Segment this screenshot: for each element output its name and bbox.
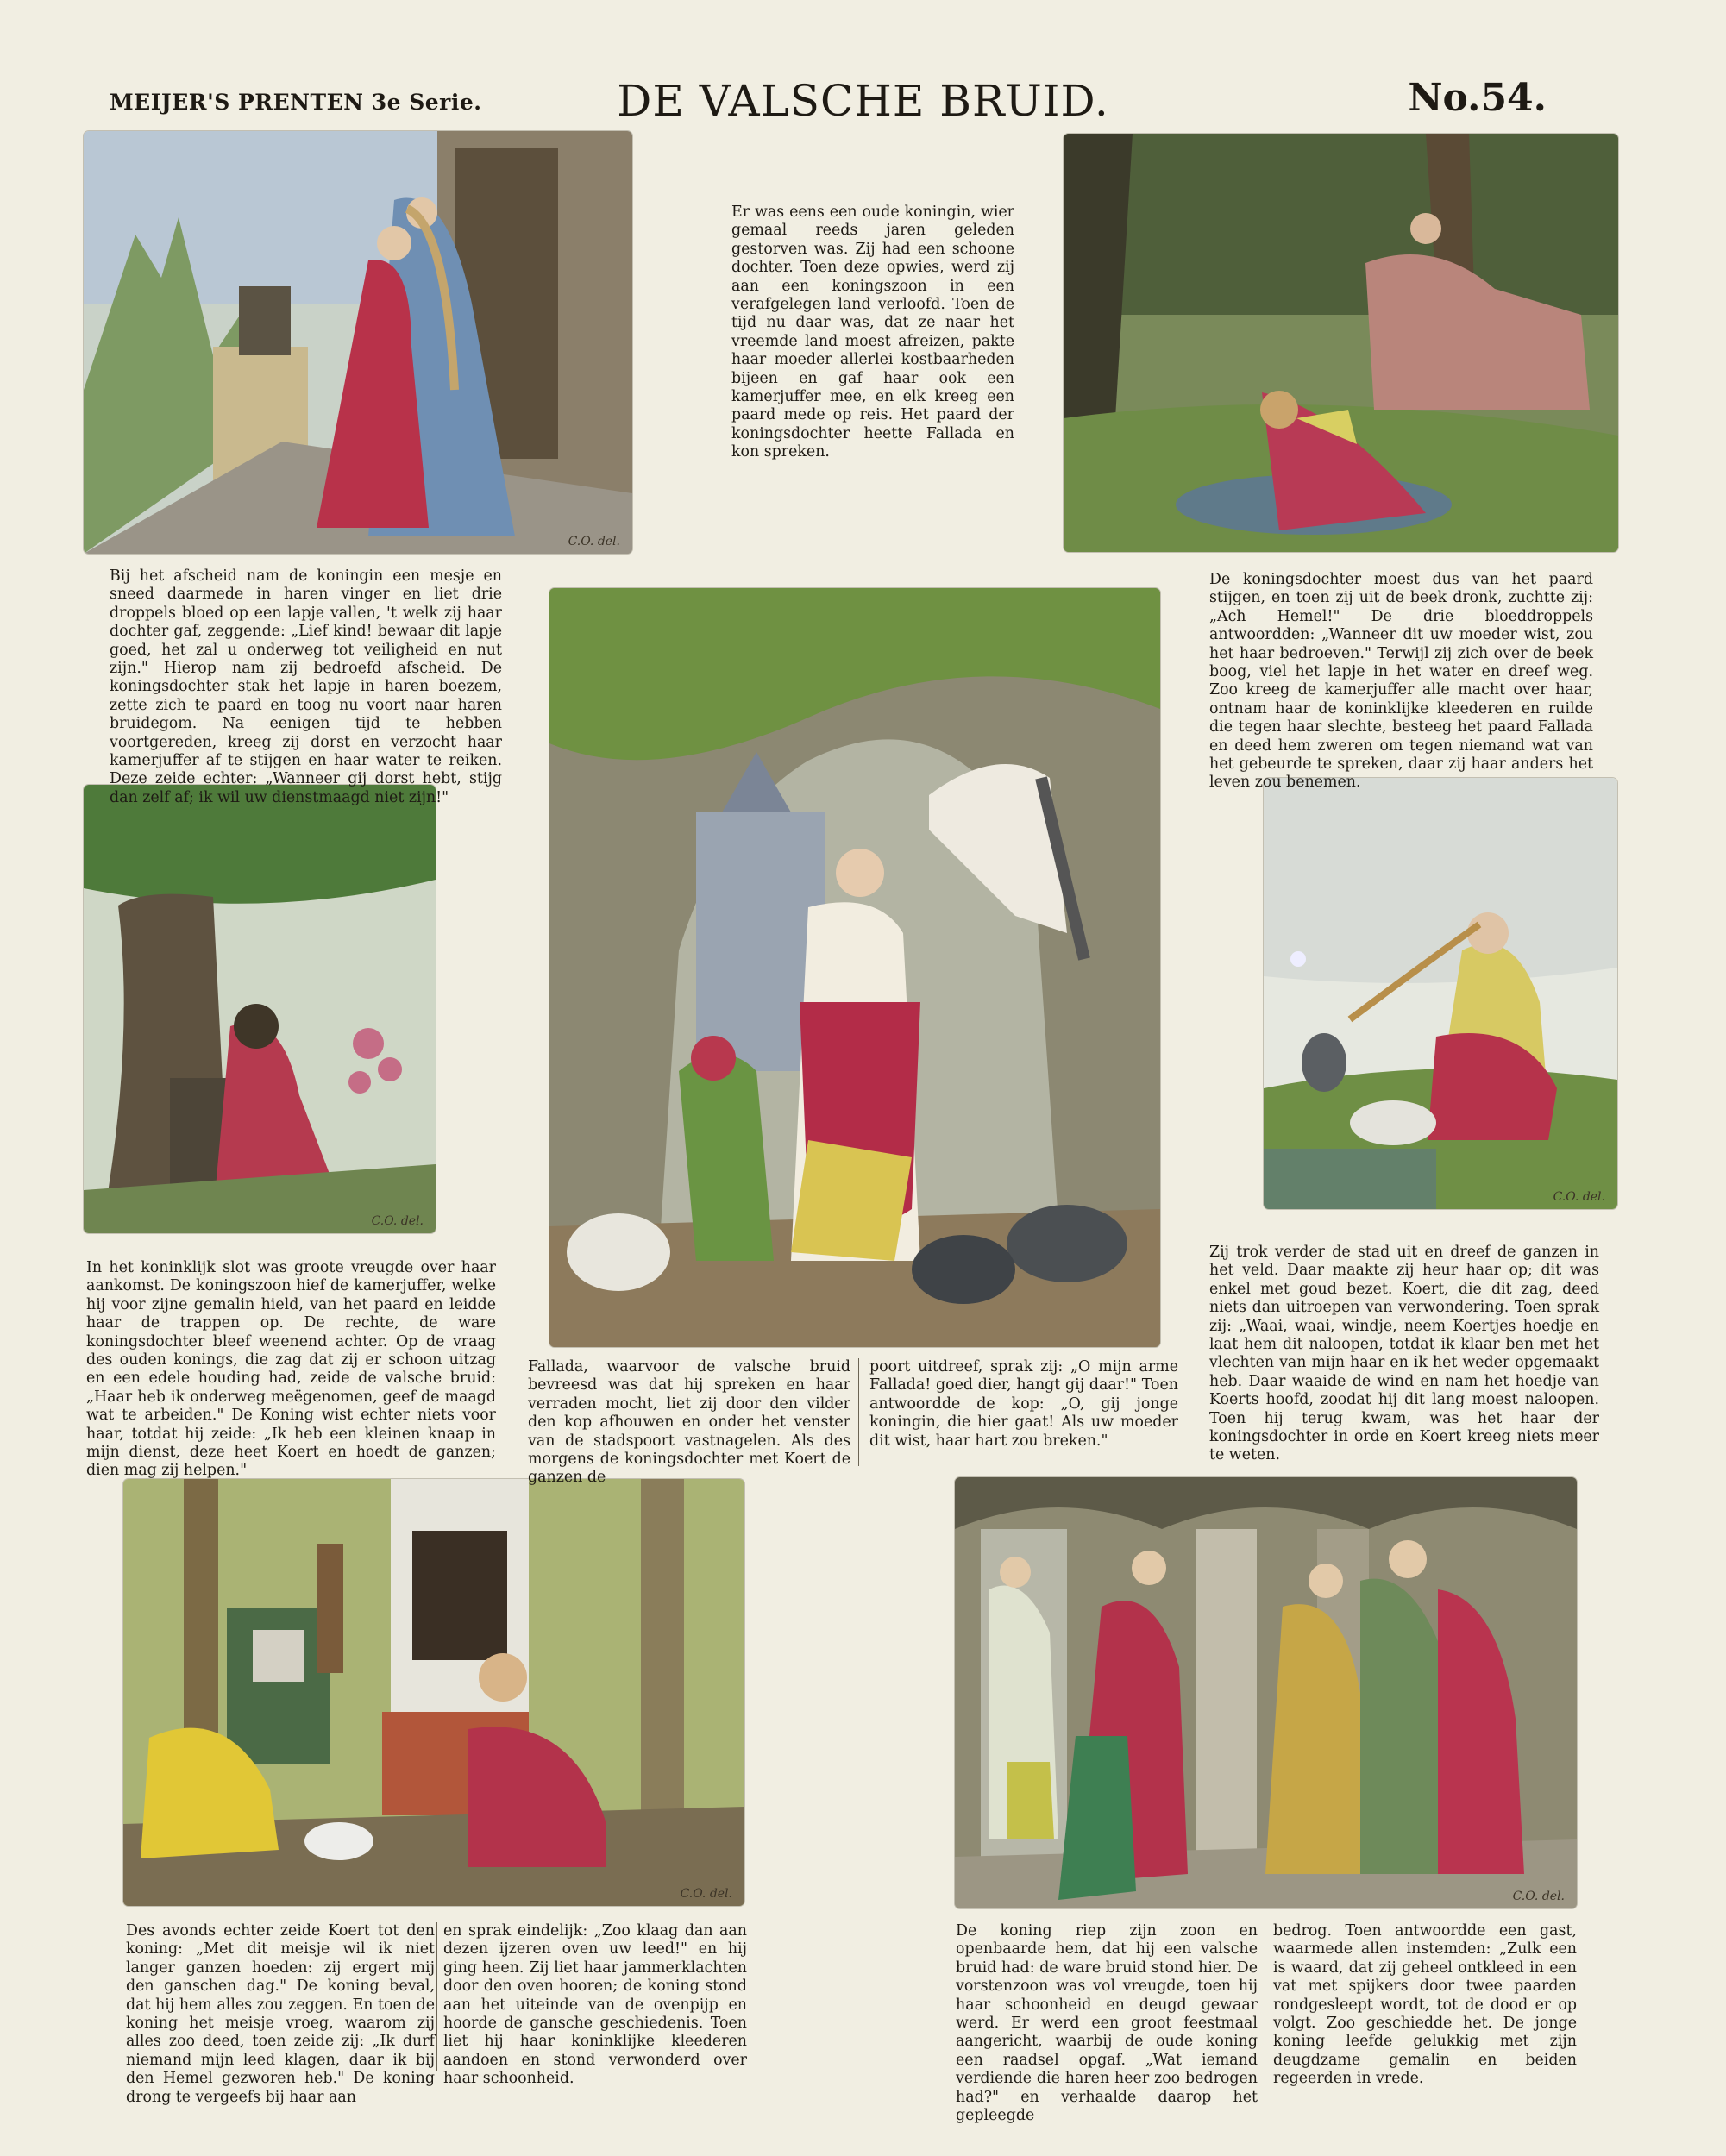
illustration-brook [1064, 134, 1618, 552]
illustration-signature: C.O. del. [568, 535, 620, 548]
illustration-signature: C.O. del. [371, 1214, 424, 1228]
series-label: MEIJER'S PRENTEN 3e Serie. [110, 90, 482, 115]
illustration-tree [84, 785, 436, 1233]
story-brook: De koningsdochter moest dus van het paard stijgen, en toen zij uit de beek dronk, zuchtte zij: „Ach Hemel!" De drie bloeddroppels antwoordden: „Wanneer dit uw moeder wist, zou het haar bedroeven." Terwijl zij zich over de beek boog, viel het lapje in het water en dreef weg. Zoo kreeg de kamerjuffer alle macht over haar, ontnam haar de koninklijke kleederen en ruilde die tegen haar slechte, besteeg het paard Fallada en deed hem zweren om tegen niemand wat van het gebeurde te spreken, daar zij haar anders het leven zou benemen. [1209, 571, 1593, 792]
story-evening-col1: Des avonds echter zeide Koert tot den koning: „Met dit meisje wil ik niet langer ganzen hoeden: zij ergert mij den ganschen dag." De koning beval, dat hij hem alles zou zeggen. En toen de koning het meisje vroeg, waarom zij alles zoo deed, toen zeide zij: „Ik durf niemand mijn leed klagen, daar ik bij den Hemel gezworen heb." De koning drong te vergeefs bij haar aan [126, 1922, 435, 2106]
illustration-signature: C.O. del. [1512, 1890, 1565, 1903]
illustration-stove [123, 1479, 744, 1906]
story-castle: In het koninklijk slot was groote vreugde over haar aankomst. De koningszoon hief de kamerjuffer, welke hij voor zijne gemalin hield, van het paard en leidde haar de trappen op. De rechte, de ware koningsdochter bleef weenend achter. Op de vraag des ouden konings, die zag dat zij er schoon uitzag en een edele houding had, zeide de valsche bruid: „Haar heb ik onderweg meëgenomen, geef de maagd wat te arbeiden." De Koning wist echter niets voor haar, totdat hij zeide: „Ik heb een kleinen knaap in mijn dienst, deze heet Koert en hoedt de ganzen; dien mag zij helpen." [86, 1259, 496, 1480]
illustration-signature: C.O. del. [1553, 1190, 1605, 1204]
story-fallada-col2: poort uitdreef, sprak zij: „O mijn arme Fallada! goed dier, hangt gij daar!" Toen antwoordde de kop: „O, gij jonge koningin, die hier gaat! Als uw moeder dit wist, haar hart zou breken." [869, 1358, 1178, 1450]
illustration-signature: C.O. del. [680, 1887, 732, 1901]
story-end-col2: bedrog. Toen antwoordde een gast, waarmede allen instemden: „Zulk een is waard, dat zij geheel ontkleed in een vat met spijkers door twee paarden rondgesleept wordt, tot de dood er op volgt. Zoo geschiedde het. De jonge koning leefde gelukkig met zijn deugdzame gemalin en beiden regeerden in vrede. [1273, 1922, 1577, 2088]
story-fallada-col1: Fallada, waarvoor de valsche bruid bevreesd was dat hij spreken en haar verraden mocht, liet zij door den vilder den kop afhouwen en onder het venster van de stadspoort vastnagelen. Als des morgens de koningsdochter met Koert de ganzen de [528, 1358, 850, 1487]
illustration-geese [1264, 778, 1617, 1209]
story-end-col1: De koning riep zijn zoon en openbaarde hem, dat hij een valsche bruid had: de ware bruid stond hier. De vorstenzoon was vol vreugde, toen hij haar schoonheid en deugd gewaar werd. Er werd een groot feestmaal aangericht, waarbij de oude koning een raadsel opgaf. „Wat iemand verdiende die haren heer zoo bedrogen had?" en verhaalde daarop het gepleegde [956, 1922, 1258, 2125]
print-number: No.54. [1408, 76, 1547, 120]
story-farewell: Bij het afscheid nam de koningin een mesje en sneed daarmede in haren vinger en liet drie droppels bloed op een lapje vallen, 't welk zij haar dochter gaf, zeggende: „Lief kind! bewaar dit lapje goed, het zal u onderweg tot veiligheid en nut zijn." Hierop nam zij bedroefd afscheid. De koningsdochter stak het lapje in haren boezem, zette zich te paard en toog nu voort naar haren bruidegom. Na eenigen tijd te hebben voortgereden, kreeg zij dorst en verzocht haar kamerjuffer af te stijgen en haar water te reiken. Deze zeide echter: „Wanneer gij dorst hebt, stijg dan zelf af; ik wil uw dienstmaagd niet zijn!" [110, 567, 502, 806]
illustration-farewell [84, 131, 632, 554]
column-divider [436, 1922, 437, 2071]
story-intro: Er was eens een oude koningin, wier gemaal reeds jaren geleden gestorven was. Zij had een schoone dochter. Toen deze opwies, werd zij aan een koningszoon in een verafgelegen land verloofd. Toen de tijd nu daar was, dat ze naar het vreemde land moest afreizen, pakte haar moeder allerlei kostbaarheden bijeen en gaf haar ook een kamerjuffer mee, en elk kreeg een paard mede op reis. Het paard der koningsdochter heette Fallada en kon spreken. [731, 204, 1014, 461]
illustration-court [955, 1477, 1577, 1908]
column-divider [858, 1358, 859, 1466]
illustration-gate [549, 588, 1160, 1347]
story-evening-col2: en sprak eindelijk: „Zoo klaag dan aan dezen ijzeren oven uw leed!" en hij ging heen. Zij liet haar jammerklachten door den oven hooren; de koning stond aan het uiteinde van de ovenpijp en hoorde de gansche geschiedenis. Toen liet hij haar koninklijke kleederen aandoen en stond verwonderd over haar schoonheid. [443, 1922, 747, 2088]
page-title: DE VALSCHE BRUID. [617, 76, 1109, 126]
story-field: Zij trok verder de stad uit en dreef de ganzen in het veld. Daar maakte zij heur haar op; dit was enkel met goud bezet. Koert, die dit zag, deed niets dan uitroepen van verwondering. Toen sprak zij: „Waai, waai, windje, neem Koertjes hoedje en laat hem dit naloopen, totdat ik klaar ben met het vlechten van mijn haar en ik het weder opgemaakt heb. Daar waaide de wind en nam het hoedje van Koerts hoofd, zoodat hij dit lang moest naloopen. Toen hij terug kwam, was het haar der koningsdochter in orde en Koert kreeg niets meer te weten. [1209, 1244, 1599, 1464]
